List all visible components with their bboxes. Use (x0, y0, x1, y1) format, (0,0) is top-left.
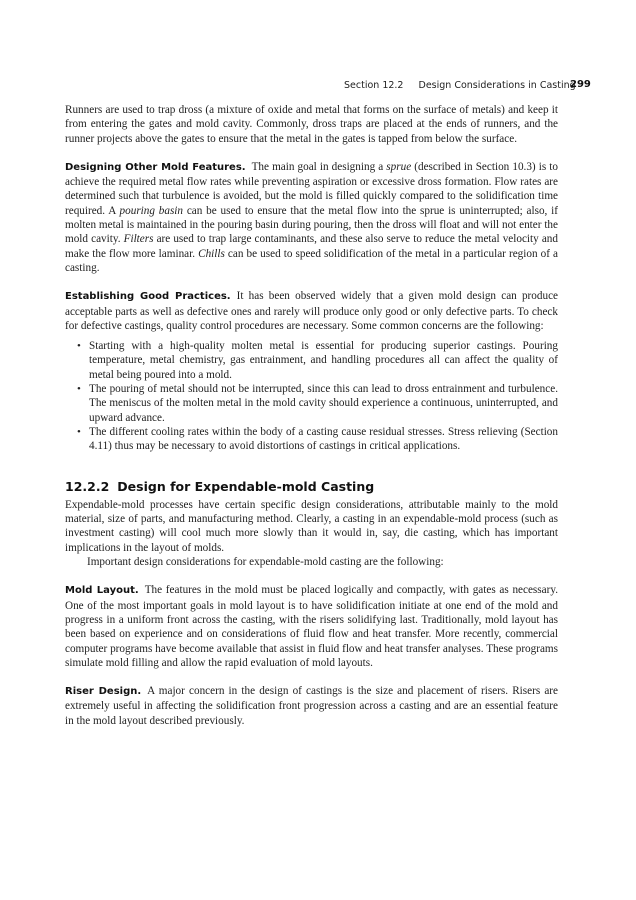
term-sprue: sprue (386, 160, 412, 173)
paragraph-good-practices (65, 289, 558, 333)
paragraph-riser-design (65, 684, 558, 728)
term-chills: Chills (198, 247, 225, 260)
text-span: The main goal in designing a (251, 160, 387, 173)
paragraph-other-mold-features (65, 160, 558, 275)
text-span: The features in the mold must be placed logically and compactly, with gates as necessary. One of the most important goals in mold layout is to have solidification initiate at one end of the mold and progress in a uniform front across the casting, with the risers solidifying last. Traditionally, mold layout has been based on experience and on considerations of fluid flow and heat transfer. More recently, commercial computer programs have become available that assist in fluid flow and heat transfer analyses. These programs simulate mold filling and allow the rapid evaluation of mold layouts. (65, 584, 558, 669)
text-span: (described in Section 10.3) is to achieve the required metal flow rates while preventing aspiration or excessive dross formation. Flow rates are determined such that turbulence is avoided, but the mold is filled quickly compared to the solidification time required. A (65, 160, 558, 217)
term-pouring-basin: pouring basin (119, 204, 184, 217)
run-in-heading-other-mold-features: Designing Other Mold Features. (65, 161, 246, 173)
section-title: Design for Expendable-mold Casting (117, 478, 375, 494)
section-number: 12.2.2 (65, 478, 110, 494)
page-number: 299 (570, 79, 591, 90)
section-heading (65, 480, 558, 494)
text-span: are used to trap large contaminants, and these also serve to reduce the metal velocity and make the flow more laminar. (65, 233, 558, 260)
header-section-title: Design Considerations in Casting (418, 80, 576, 91)
text-span: A major concern in the design of castings is the size and placement of risers. Risers are extremely useful in affecting the solidification front progression across a casting and are an essential feature in the mold layout described previously. (65, 685, 558, 727)
text-span: can be used to ensure that the metal flow into the sprue is uninterrupted; also, if molten metal is maintained in the pouring basin during pouring, then the dross will float and will not enter the mold cavity. (65, 204, 558, 246)
term-filters: Filters (123, 233, 154, 246)
running-header (344, 80, 636, 91)
text-span: can be used to speed solidification of the metal in a particular region of a casting. (65, 247, 558, 274)
body-text (65, 103, 558, 742)
text-span: It has been observed widely that a given mold design can produce acceptable parts as well as defective ones and rarely will produce only good or only defective parts. To check for defective castings, quality control procedures are necessary. Some common concerns are the following: (65, 290, 558, 332)
paragraph-expendable-list-intro: Important design considerations for expendable-mold casting are the following: (87, 556, 444, 569)
run-in-heading-good-practices: Establishing Good Practices. (65, 291, 231, 303)
run-in-heading-mold-layout: Mold Layout. (65, 585, 139, 597)
header-section-label: Section 12.2 (344, 80, 404, 91)
bullet-item: • The different cooling rates within the body of a casting cause residual stresses. Stress relieving (Section 4.11) thus may be necessary to avoid distortions of castings in critical applications. (89, 425, 558, 454)
bullet-item: • Starting with a high-quality molten metal is essential for producing superior castings. Pouring temperature, metal chemistry, gas entrainment, and handling procedures all can affect the quality of metal being poured into a mold. (89, 339, 558, 382)
paragraph-runners: Runners are used to trap dross (a mixture of oxide and metal that forms on the surface of metals) and keep it from entering the gates and mold cavity. Commonly, dross traps are placed at the ends of runners, and the runner projects above the gates to ensure that the metal in the gates is tapped from below the surface. (65, 104, 558, 145)
paragraph-mold-layout (65, 583, 558, 670)
bullet-item: • The pouring of metal should not be interrupted, since this can lead to dross entrainment and turbulence. The meniscus of the molten metal in the mold cavity should experience a continuous, uninterrupted, and upward advance. (89, 382, 558, 425)
bullet-list (65, 339, 558, 453)
run-in-heading-riser-design: Riser Design. (65, 686, 142, 698)
paragraph-expendable-intro: Expendable-mold processes have certain specific design considerations, attributable mainly to the mold material, size of parts, and manufacturing method. Clearly, a casting in an expendable-mold process (such as investment casting) will cool much more slowly than it would in, say, die casting, which has important implications in the layout of molds. (65, 498, 558, 554)
